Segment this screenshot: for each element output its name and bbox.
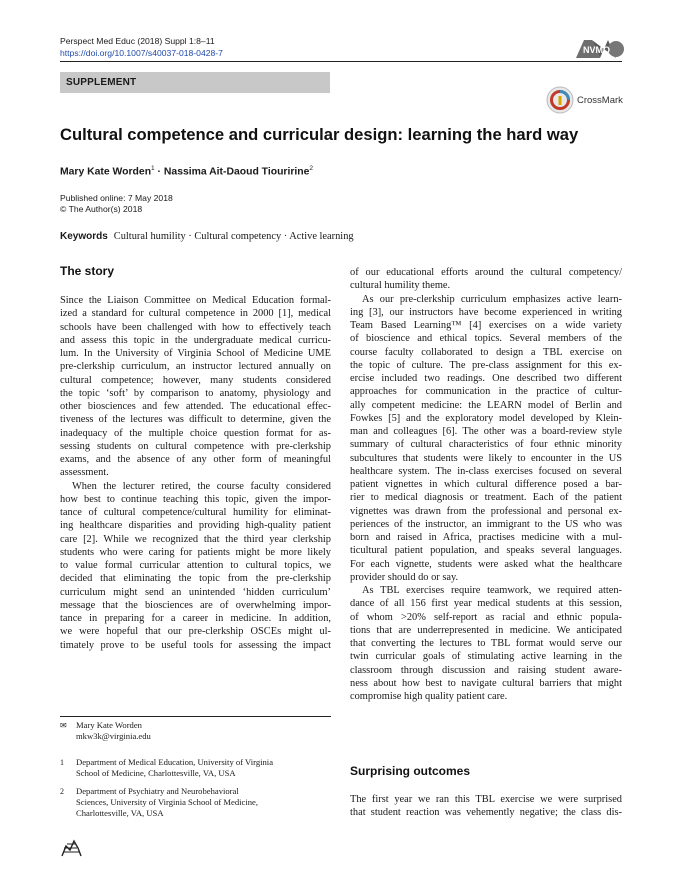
- body-text-line: patient vignettes in which cultural difference posed a bar-: [350, 479, 622, 490]
- body-text-line: message that the biosciences are of overwhelming impor-: [60, 599, 331, 611]
- affiliation-line: Department of Psychiatry and Neurobehavioral: [76, 786, 239, 796]
- corresponding-author: [60, 720, 331, 744]
- body-text-line: timately prove to be useful tools for assessing the impact: [60, 639, 331, 651]
- body-text-line: ing [3], our instructors have become experienced in writing: [350, 306, 622, 318]
- body-text-line: classroom through discussion and raising student aware-: [350, 664, 622, 676]
- corresponding-author-name: Mary Kate Worden: [76, 720, 142, 730]
- body-text-line: rier to medical diagnosis or treatment. Each of the patient: [350, 492, 622, 504]
- body-text-line: subcultures that students were likely to encounter in the US: [350, 452, 622, 464]
- body-text-line: inadequacy of the multiple choice question format for as-: [60, 427, 331, 439]
- body-text-line: approaches for communication in the practice of cultur-: [350, 386, 622, 398]
- body-column-right-continued: [350, 793, 622, 820]
- doi-link[interactable]: https://doi.org/10.1007/s40037-018-0428-7: [60, 48, 223, 58]
- body-text-line: of whom >20% self-report as racial and ethnic popula-: [350, 611, 622, 623]
- body-text-line: the topic of culture. The pre-class assignment for this ex-: [350, 359, 622, 371]
- footnote-divider: [60, 716, 331, 717]
- body-text-line: pre-clerkship curriculum, an instructor lectured annually on: [60, 361, 331, 373]
- author-affiliation-mark: 2: [309, 165, 314, 172]
- affiliation-2: [60, 786, 331, 822]
- body-text-line: ercise included two readings. One described two different: [350, 373, 622, 384]
- keywords-label: Keywords: [60, 231, 108, 242]
- body-text-line: dance of all 156 first year medical students at this session,: [350, 598, 622, 610]
- body-text-line: Fowkes [5] and the exploratory model developed by Klein-: [350, 412, 622, 424]
- header-divider: [60, 61, 622, 62]
- body-text-line: The first year we ran this TBL exercise we were surprised: [350, 794, 622, 805]
- body-text-line: cultural humility theme.: [350, 280, 451, 292]
- body-text-line: summary of cultural characteristics of four ethnic minority: [350, 439, 622, 451]
- body-text-line: ness about how best to navigate cultural barriers that might: [350, 677, 622, 689]
- affiliation-line: School of Medicine, Charlottesville, VA, USA: [76, 768, 236, 778]
- body-text-line: provider should do or say.: [350, 571, 459, 583]
- author-name[interactable]: Nassima Ait-Daoud Tiouririne: [163, 166, 310, 178]
- affiliation-line: Department of Medical Education, University of Virginia: [76, 757, 274, 767]
- body-column-right: [350, 266, 622, 703]
- body-text-line: ing healthcare disparities and providing high-quality patient: [60, 520, 331, 532]
- affiliation-1: [60, 757, 331, 781]
- corresponding-author-email[interactable]: mkw3k@virginia.edu: [76, 731, 151, 741]
- body-text-line: that converting the lectures to TBL format would serve our: [350, 638, 622, 649]
- body-text-line: ally competent medicine: the LEARN model of Berlin and: [350, 399, 622, 411]
- author-separator: ·: [154, 166, 164, 178]
- body-text-line: curriculum might send an unintended ‘hidden curriculum’: [60, 586, 331, 598]
- nvmo-logo: [574, 38, 624, 60]
- section-heading-story: The story: [60, 264, 115, 278]
- affiliation-number: 2: [60, 787, 64, 796]
- body-text-line: ized a standard for cultural competence in 2000 [1], medical: [60, 308, 331, 320]
- body-text-line: decided that eliminating the topic from the pre-clerkship: [60, 573, 331, 585]
- affiliation-line: Sciences, University of Virginia School of Medicine,: [76, 797, 258, 807]
- body-text-line: tance in preparing for a career in medicine. In addition,: [60, 613, 331, 624]
- body-text-line: As TBL exercises require teamwork, we required atten-: [362, 585, 622, 596]
- keywords: [60, 231, 354, 242]
- body-text-line: vignettes was drawn from the professional and personal ex-: [350, 505, 622, 517]
- body-text-line: twin curricular goals of stimulating active learning in the: [350, 651, 622, 663]
- author-affiliation-mark: 1: [151, 165, 155, 172]
- body-text-line: of bioscience and ethical topics. Several members of the: [350, 333, 622, 345]
- crossmark-label: CrossMark: [577, 94, 623, 106]
- envelope-icon: ✉: [60, 721, 67, 730]
- section-label: SUPPLEMENT: [60, 72, 330, 93]
- body-text-line: other biosciences and few attended. The educational effec-: [60, 401, 331, 412]
- author-list: [60, 165, 313, 177]
- body-text-line: schools have been challenged with how to effectively teach: [60, 321, 331, 333]
- body-text-line: Since the Liaison Committee on Medical Education formal-: [60, 295, 331, 306]
- body-text-line: Team Based Learning™ [4] exercises on a wide variety: [350, 320, 622, 331]
- springer-horse-icon: [60, 838, 82, 863]
- body-text-line: we were hopeful that our pre-clerkship OSCEs might ul-: [60, 626, 331, 638]
- body-text-line: to value formal curricular attention to cultural topics, we: [60, 560, 331, 571]
- article-title: Cultural competence and curricular design: learning the hard way: [60, 125, 579, 144]
- section-heading-outcomes: Surprising outcomes: [350, 764, 471, 778]
- body-text-line: lum. In the University of Virginia School of Medicine UME: [60, 348, 331, 359]
- body-text-line: When the lecturer retired, the course faculty considered: [72, 480, 331, 492]
- body-text-line: care [2]. While we recognized that the third year clerkship: [60, 533, 331, 545]
- body-text-line: ticultural patient population, and speaks several languages.: [350, 545, 622, 557]
- crossmark-badge[interactable]: [546, 86, 623, 114]
- publication-date: Published online: 7 May 2018: [60, 193, 173, 203]
- affiliation-number: 1: [60, 758, 64, 767]
- body-text-line: course faculty collaborated to design a TBL exercise on: [350, 346, 622, 358]
- body-text-line: periences of the instructor, an immigrant to the US who was: [350, 518, 622, 530]
- body-text-line: tance of cultural competence/cultural humility for eliminat-: [60, 507, 331, 518]
- body-text-line: students who were caring for patients might be more likely: [60, 546, 331, 558]
- body-text-line: cultural competence; however, many students considered: [60, 374, 331, 386]
- body-text-line: compromise high quality patient care.: [350, 691, 508, 702]
- keywords-text: Cultural humility · Cultural competency · Active learning: [113, 231, 354, 242]
- body-text-line: the topic ‘soft’ by comparison to anatomy, physiology and: [60, 387, 331, 399]
- copyright-notice: © The Author(s) 2018: [60, 204, 143, 214]
- body-text-line: As our pre-clerkship curriculum emphasizes active learn-: [362, 293, 622, 305]
- body-column-left: [60, 294, 331, 652]
- body-text-line: sessing students on cultural competence with pre-clerkship: [60, 440, 331, 452]
- journal-citation: Perspect Med Educ (2018) Suppl 1:8–11: [60, 36, 215, 46]
- body-text-line: For each vignette, students were asked what the healthcare: [350, 558, 622, 570]
- body-text-line: and assess this topic in the undergraduate medical curricu-: [60, 334, 331, 346]
- svg-text:NVMO: NVMO: [583, 45, 610, 55]
- author-name[interactable]: Mary Kate Worden: [60, 166, 152, 178]
- body-text-line: of our educational efforts around the cultural competency/: [350, 267, 622, 278]
- body-text-line: man and colleagues [6]. The other was a board-review style: [350, 426, 622, 437]
- body-text-line: that student reaction was vehemently negative; the class dis-: [350, 807, 622, 819]
- body-text-line: assessment.: [60, 467, 109, 479]
- body-text-line: exams, and the absence of any other form of meaningful: [60, 454, 331, 465]
- body-text-line: how best to continue teaching this topic, given the impor-: [60, 493, 331, 505]
- affiliation-line: Charlottesville, VA, USA: [76, 808, 164, 818]
- crossmark-icon: [546, 86, 574, 114]
- body-text-line: healthcare system. The in-class exercises focused on several: [350, 465, 622, 477]
- body-text-line: tions that are underrepresented in medicine. We anticipated: [350, 624, 622, 636]
- body-text-line: tiveness of the lectures was difficult to determine, given the: [60, 414, 331, 426]
- body-text-line: born and raised in Africa, practises medicine with a mul-: [350, 532, 622, 543]
